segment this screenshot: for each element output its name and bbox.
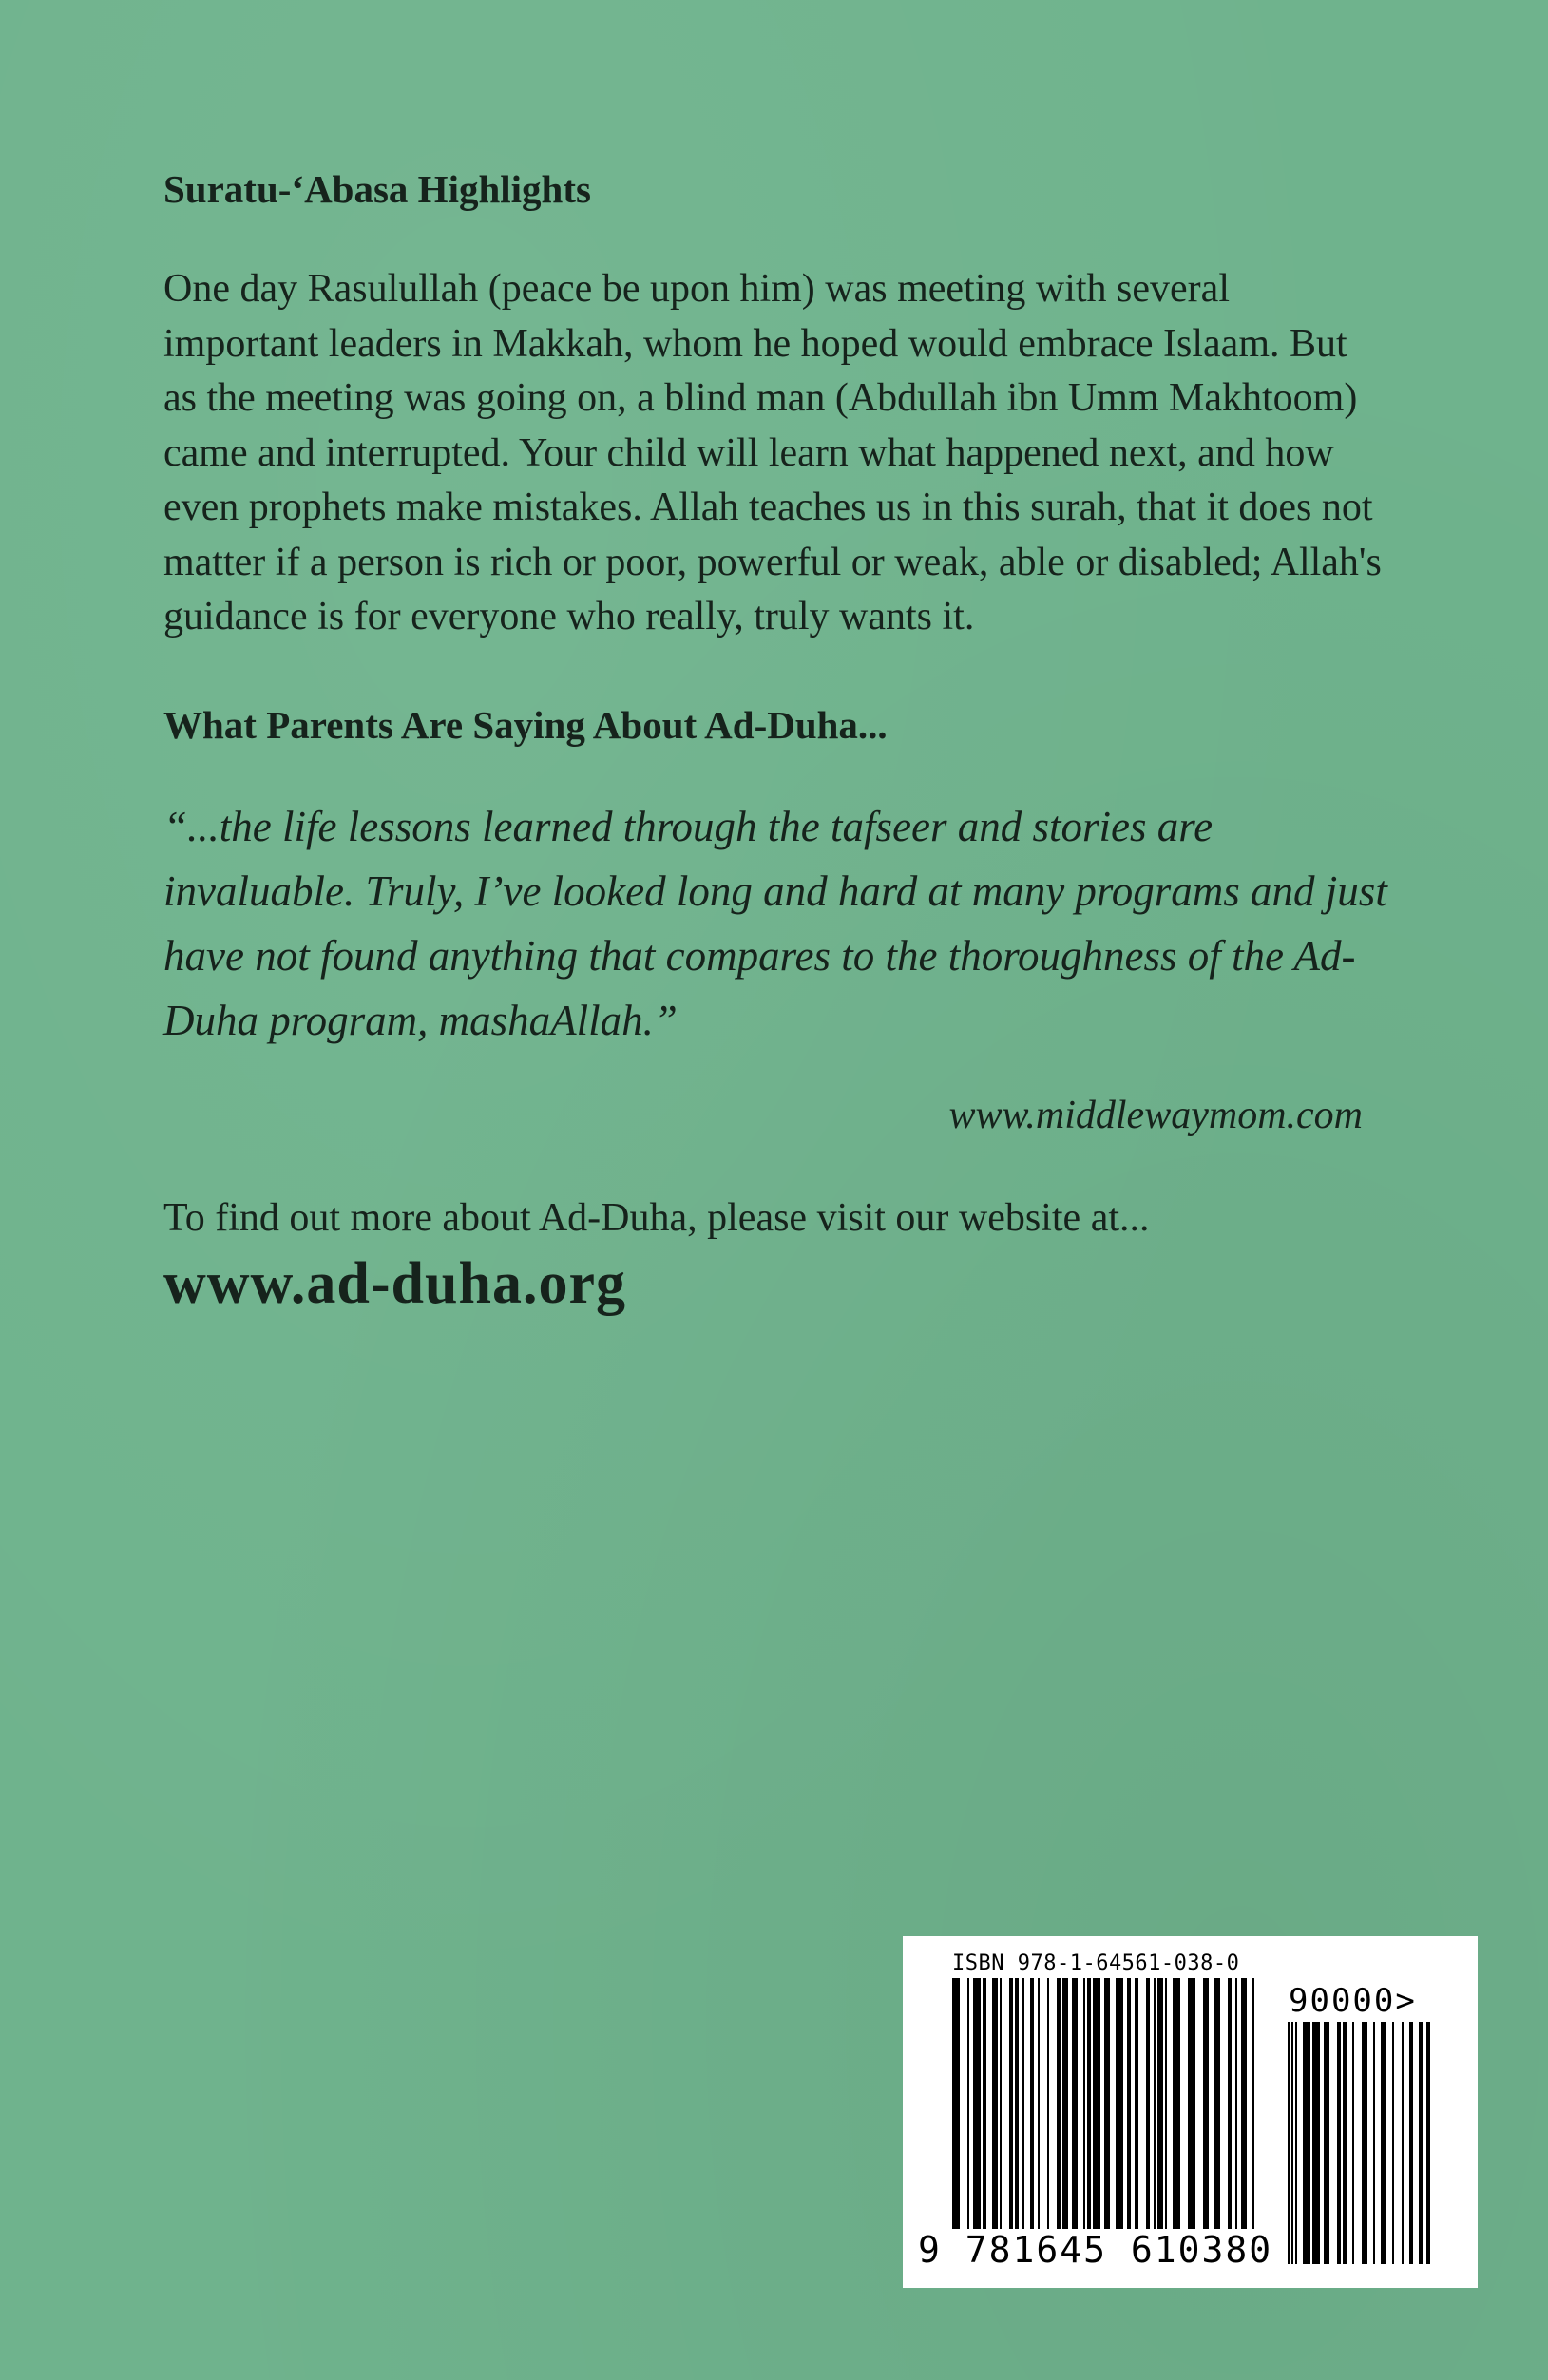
website-link[interactable]: www.ad-duha.org [163, 1250, 626, 1316]
ean-number: 9 781645 610380 [918, 2229, 1273, 2271]
isbn-barcode [903, 1936, 1478, 2288]
visit-text: To find out more about Ad-Duha, please visit our website at... [163, 1195, 1150, 1240]
cover-text [163, 166, 1399, 1318]
section-heading-parents: What Parents Are Saying About Ad-Duha... [163, 702, 888, 747]
price-code-label: 90000> [1289, 1982, 1417, 2020]
section-heading-highlights: Suratu-‘Abasa Highlights [163, 167, 591, 211]
highlights-paragraph: One day Rasulullah (peace be upon him) was meeting with several important leaders in Makkah, whom he hoped would embrace Islaam. But as the meeting was going on, a blind man (Abdullah ibn Umm Makhtoom) came and interrupted. Your child will learn what happened next, and how even prophets make mistakes. Allah teaches us in this surah, that it does not matter if a person is rich or poor, powerful or weak, able or disabled; Allah's guidance is for everyone who really, truly wants it. [163, 267, 1382, 639]
isbn-label: ISBN 978-1-64561-038-0 [952, 1952, 1240, 1975]
testimonial-quote: “...the life lessons learned through the tafseer and stories are invaluable. Truly, I’ve looked long and hard at many programs and just have not found anything that compares to the thoroughness of the Ad-Duha program, mashaAllah.” [163, 802, 1387, 1044]
testimonial-attribution: www.middlewaymom.com [948, 1093, 1363, 1137]
